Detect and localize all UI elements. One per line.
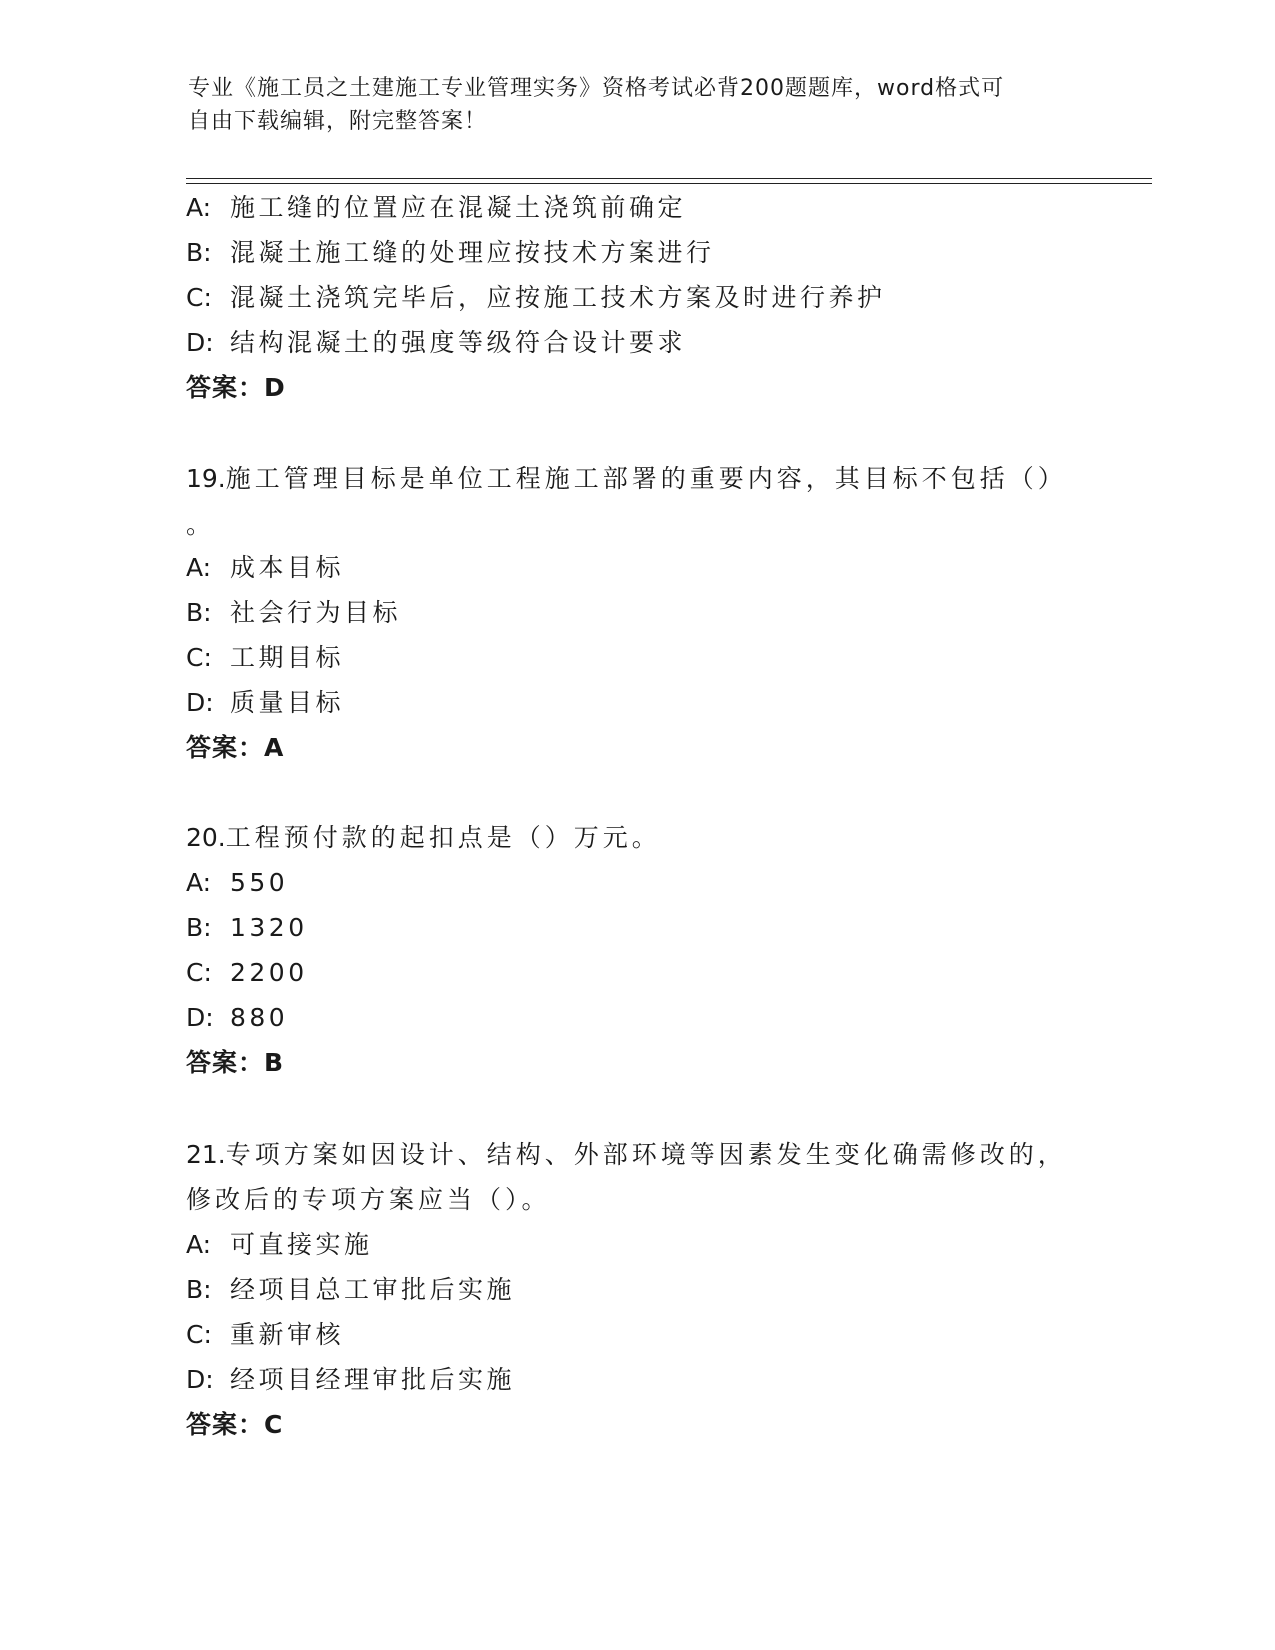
q21-option-b xyxy=(186,1275,515,1305)
q21-option-d xyxy=(186,1365,515,1395)
q20-option-d xyxy=(186,1003,288,1033)
q20-option-a-letter: A: xyxy=(186,868,212,897)
q20-text-line1 xyxy=(186,823,661,853)
q20-option-b-text: 1320 xyxy=(230,913,308,942)
q21-option-b-letter: B: xyxy=(186,1275,212,1304)
q18-option-d xyxy=(186,328,686,358)
q19-option-c-text: 工期目标 xyxy=(230,643,345,672)
q18-option-d-letter: D: xyxy=(186,328,214,357)
header-rule-top xyxy=(186,178,1152,179)
q21-option-a xyxy=(186,1230,373,1260)
q21-option-b-text: 经项目总工审批后实施 xyxy=(230,1275,516,1304)
q21-question-text: 专项方案如因设计、结构、外部环境等因素发生变化确需修改的， xyxy=(225,1140,1067,1169)
q20-option-d-text: 880 xyxy=(230,1003,289,1032)
q20-option-d-letter: D: xyxy=(186,1003,214,1032)
q20-answer: 答案：B xyxy=(186,1048,285,1077)
q19-text-line1 xyxy=(186,464,1067,494)
q19-option-d-letter: D: xyxy=(186,688,214,717)
q19-option-a xyxy=(186,553,344,583)
header-title-line1: 专业《施工员之土建施工专业管理实务》资格考试必背200题题库，word格式可 xyxy=(188,76,1005,101)
q19-answer: 答案：A xyxy=(186,733,285,762)
q19-text-line2: 。 xyxy=(186,510,216,539)
q21-text-line2: 修改后的专项方案应当（）。 xyxy=(186,1185,551,1214)
q18-option-b-letter: B: xyxy=(186,238,212,267)
q21-option-d-letter: D: xyxy=(186,1365,214,1394)
q20-option-c-letter: C: xyxy=(186,958,212,987)
q21-option-c-letter: C: xyxy=(186,1320,212,1349)
q18-option-b xyxy=(186,238,715,268)
q18-option-b-text: 混凝土施工缝的处理应按技术方案进行 xyxy=(230,238,715,267)
q20-option-a xyxy=(186,868,288,898)
q21-option-c-text: 重新审核 xyxy=(230,1320,345,1349)
q19-option-d-text: 质量目标 xyxy=(230,688,345,717)
q18-option-c xyxy=(186,283,886,313)
q21-option-a-letter: A: xyxy=(186,1230,212,1259)
q20-option-b-letter: B: xyxy=(186,913,212,942)
q18-answer: 答案：D xyxy=(186,373,286,402)
q21-text-line1 xyxy=(186,1140,1067,1170)
q21-answer: 答案：C xyxy=(186,1410,284,1439)
q20-question-text: 工程预付款的起扣点是（）万元。 xyxy=(225,823,661,852)
q20-option-c xyxy=(186,958,308,988)
header-title-line2: 自由下载编辑，附完整答案！ xyxy=(188,109,488,134)
q20-option-b xyxy=(186,913,308,943)
q19-option-c xyxy=(186,643,344,673)
q19-option-a-letter: A: xyxy=(186,553,212,582)
q18-option-c-text: 混凝土浇筑完毕后，应按施工技术方案及时进行养护 xyxy=(230,283,886,312)
q19-option-b-letter: B: xyxy=(186,598,212,627)
q21-option-c xyxy=(186,1320,344,1350)
q19-option-c-letter: C: xyxy=(186,643,212,672)
q21-option-a-text: 可直接实施 xyxy=(230,1230,373,1259)
q18-option-a xyxy=(186,193,686,223)
q18-option-a-letter: A: xyxy=(186,193,212,222)
q20-option-c-text: 2200 xyxy=(230,958,308,987)
q19-option-b xyxy=(186,598,401,628)
document-header xyxy=(188,72,1068,138)
q18-option-a-text: 施工缝的位置应在混凝土浇筑前确定 xyxy=(230,193,687,222)
q21-option-d-text: 经项目经理审批后实施 xyxy=(230,1365,516,1394)
q19-option-d xyxy=(186,688,344,718)
q20-number: 20. xyxy=(186,823,226,852)
q19-question-text: 施工管理目标是单位工程施工部署的重要内容，其目标不包括（） xyxy=(225,464,1067,493)
q18-option-d-text: 结构混凝土的强度等级符合设计要求 xyxy=(230,328,687,357)
q19-option-b-text: 社会行为目标 xyxy=(230,598,402,627)
q20-option-a-text: 550 xyxy=(230,868,289,897)
q19-number: 19. xyxy=(186,464,226,493)
q21-number: 21. xyxy=(186,1140,226,1169)
header-rule-bottom xyxy=(186,183,1152,184)
q19-option-a-text: 成本目标 xyxy=(230,553,345,582)
q18-option-c-letter: C: xyxy=(186,283,212,312)
